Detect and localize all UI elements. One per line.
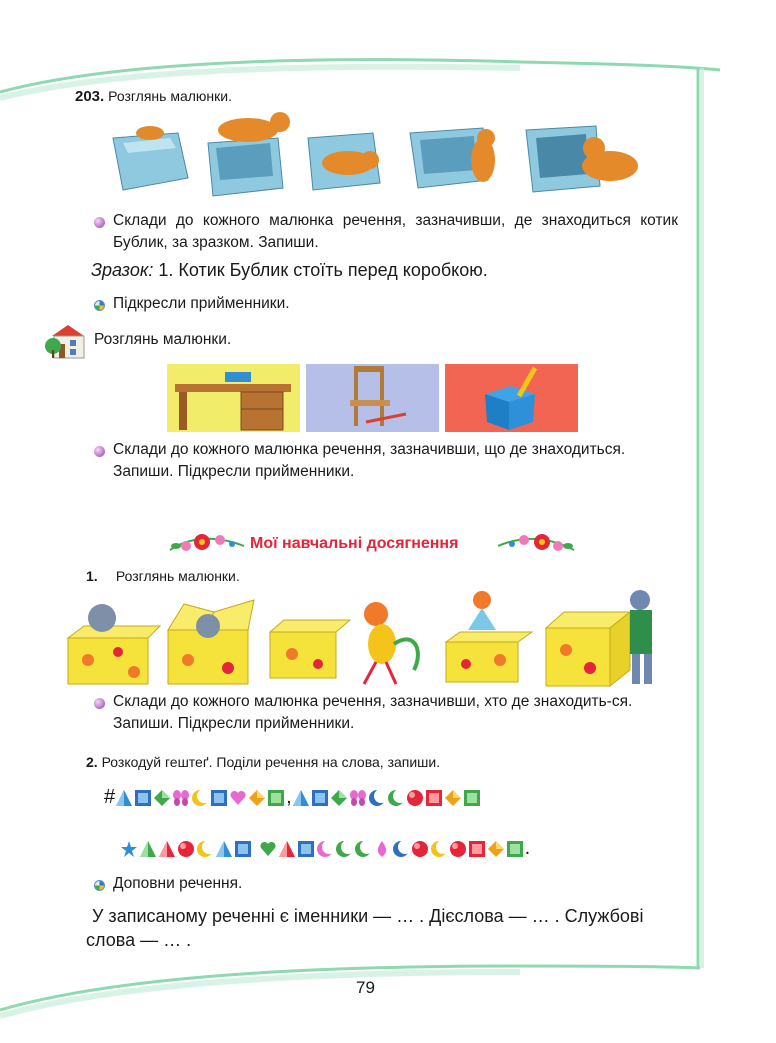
- bullet-icon: [94, 300, 105, 311]
- triangle-icon: [115, 789, 133, 807]
- achievement-ex2-heading: [86, 752, 440, 772]
- triangle-icon: [278, 840, 296, 858]
- diamond-icon: [153, 789, 171, 807]
- cat-icon: [136, 126, 164, 140]
- circle-icon: [449, 840, 467, 858]
- diamond-icon: [444, 789, 462, 807]
- box-5: [526, 126, 638, 192]
- butterfly-icon: [349, 789, 367, 807]
- task-text: Доповни речення.: [113, 875, 243, 892]
- heart-icon: [229, 789, 247, 807]
- chair-picture: [306, 364, 439, 432]
- rooster: [364, 602, 418, 684]
- flower-ornament-right-icon: [496, 528, 576, 556]
- circle-icon: [177, 840, 195, 858]
- closed-box: [270, 620, 350, 678]
- moon-icon: [392, 840, 410, 858]
- book-icon: [225, 372, 251, 382]
- square-icon: [210, 789, 228, 807]
- box-with-fox: [446, 591, 532, 682]
- square-icon: [297, 840, 315, 858]
- box-1: [113, 126, 188, 190]
- bullet-icon: [94, 217, 105, 228]
- square-icon: [311, 789, 329, 807]
- sample-label: Зразок:: [91, 260, 154, 280]
- box-with-cat: [68, 604, 160, 684]
- box-3: [308, 133, 380, 190]
- box-4: [410, 128, 495, 188]
- page-number: 79: [356, 978, 375, 997]
- final-sentence: У записаному реченні є іменники — … . Дієслова — … . Службові слова — … .: [86, 906, 644, 950]
- home-title: Розглянь малюнки.: [94, 331, 232, 348]
- exercise-number: 2.: [86, 754, 98, 770]
- square-icon: [267, 789, 285, 807]
- exercise-203-heading: [75, 86, 232, 107]
- circle-icon: [411, 840, 429, 858]
- moon-icon: [335, 840, 353, 858]
- box-with-wolf: [546, 590, 652, 686]
- exercise-title: Розглянь малюнки.: [115, 568, 240, 584]
- moon-icon: [354, 840, 372, 858]
- moon-icon: [196, 840, 214, 858]
- rooster-icon: [364, 602, 388, 626]
- period-symbol: .: [524, 837, 531, 859]
- hashtag-code-row-2: [120, 837, 530, 860]
- desk-picture: [167, 364, 300, 432]
- flower-ornament-left-icon: [168, 528, 246, 556]
- diamond-icon: [487, 840, 505, 858]
- sample-line: [91, 258, 488, 282]
- square-icon: [468, 840, 486, 858]
- box-2: [208, 112, 290, 196]
- house-icon: [44, 322, 92, 360]
- square-icon: [506, 840, 524, 858]
- cat-icon: [218, 118, 278, 142]
- achievement-ex1-heading: [86, 566, 240, 586]
- characters-boxes-illustration: [64, 590, 664, 690]
- task-text: Підкресли прийменники.: [113, 295, 290, 312]
- drop-icon: [373, 840, 391, 858]
- task-text: Склади до кожного малюнка речення, зазначивши, де знаходиться котик Бублик, за зразком. Запиши.: [113, 212, 678, 251]
- pencil-cup-picture: [445, 364, 578, 432]
- heart-icon: [259, 840, 277, 858]
- square-icon: [234, 840, 252, 858]
- task-text: Склади до кожного малюнка речення, зазначивши, хто де знаходить-ся. Запиши. Підкресли прийменники.: [113, 693, 633, 732]
- sample-text: 1. Котик Бублик стоїть перед коробкою.: [153, 260, 488, 280]
- star-icon: [120, 840, 138, 858]
- hashtag-code-row-1: [104, 786, 482, 809]
- moon-icon: [430, 840, 448, 858]
- cat-icon: [196, 614, 220, 638]
- circle-icon: [406, 789, 424, 807]
- exercise-title: Розглянь малюнки.: [108, 88, 232, 104]
- comma-symbol: ,: [286, 786, 292, 808]
- cat-boxes-illustration: [108, 108, 648, 198]
- moon-icon: [368, 789, 386, 807]
- triangle-icon: [158, 840, 176, 858]
- fox-icon: [473, 591, 491, 609]
- wolf-icon: [630, 590, 650, 610]
- bullet-icon: [94, 880, 105, 891]
- achievements-heading: Мої навчальні досягнення: [250, 535, 459, 552]
- open-box-with-cat: [168, 600, 254, 684]
- task-text: Склади до кожного малюнка речення, зазначивши, що де знаходиться. Запиши. Підкресли прийменники.: [113, 441, 626, 480]
- square-icon: [425, 789, 443, 807]
- moon-icon: [387, 789, 405, 807]
- butterfly-icon: [172, 789, 190, 807]
- moon-icon: [316, 840, 334, 858]
- exercise-number: 1.: [86, 568, 98, 584]
- exercise-number: 203.: [75, 88, 105, 105]
- diamond-icon: [330, 789, 348, 807]
- triangle-icon: [292, 789, 310, 807]
- cat-icon: [88, 604, 116, 632]
- square-icon: [134, 789, 152, 807]
- triangle-icon: [139, 840, 157, 858]
- exercise-title: Розкодуй гештеґ. Поділи речення на слова, запиши.: [101, 754, 441, 770]
- bullet-icon: [94, 698, 105, 709]
- hash-symbol: #: [104, 786, 116, 808]
- diamond-icon: [248, 789, 266, 807]
- square-icon: [463, 789, 481, 807]
- triangle-icon: [215, 840, 233, 858]
- bullet-icon: [94, 446, 105, 457]
- moon-icon: [191, 789, 209, 807]
